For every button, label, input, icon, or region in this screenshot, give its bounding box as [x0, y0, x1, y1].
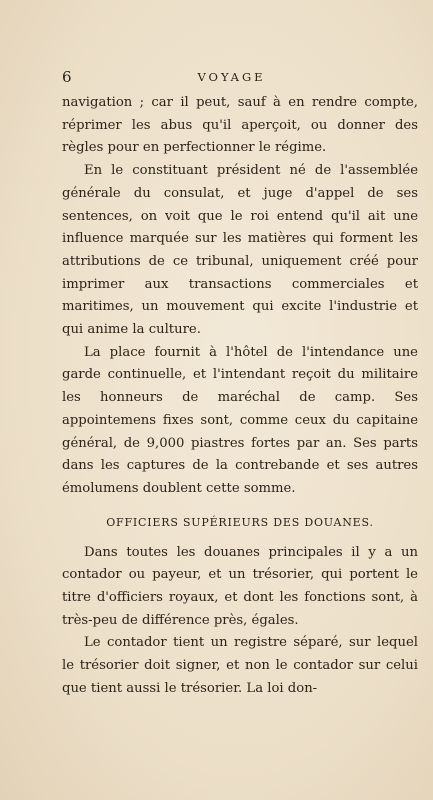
- paragraph-intendance: La place fournit à l'hôtel de l'intendance une garde continuelle, et l'intendant reçoit du militaire les honneurs de maréchal de camp. Ses appointemens fixes sont, comme ceux du capitaine général, de 9,000 piastres fortes par an. Ses parts dans les captures de la contrebande et ses autres émolumens doublent cette somme.: [62, 344, 418, 496]
- page-number: 6: [62, 68, 72, 86]
- page-header: [62, 68, 401, 88]
- paragraph-douanes: Dans toutes les douanes principales il y a un contador ou payeur, et un trésorier, qui portent le titre d'officiers royaux, et dont les fonctions sont, à très-peu de différence près, égales.: [62, 544, 418, 628]
- paragraph-president: En le constituant président né de l'assemblée générale du consulat, et juge d'appel de ses sentences, on voit que le roi entend qu'il ait une influence marquée sur les matières qui forment les attributions de ce tribunal, uniquement créé pour imprimer aux transactions commerciales et maritimes, un mouvement qui excite l'industrie et qui anime la culture.: [62, 163, 418, 338]
- section-heading: OFFICIERS SUPÉRIEURS DES DOUANES.: [106, 515, 374, 529]
- paragraph-contador: Le contador tient un registre séparé, sur lequel le trésorier doit signer, et non le contador sur celui que tient aussi le trésorier. La loi don-: [62, 635, 418, 696]
- paragraph-continued: navigation ; car il peut, sauf à en rendre compte, réprimer les abus qu'il aperçoit, ou donner des règles pour en perfectionner le régime.: [62, 95, 418, 156]
- running-head: VOYAGE: [197, 70, 266, 84]
- body-text: [62, 92, 418, 701]
